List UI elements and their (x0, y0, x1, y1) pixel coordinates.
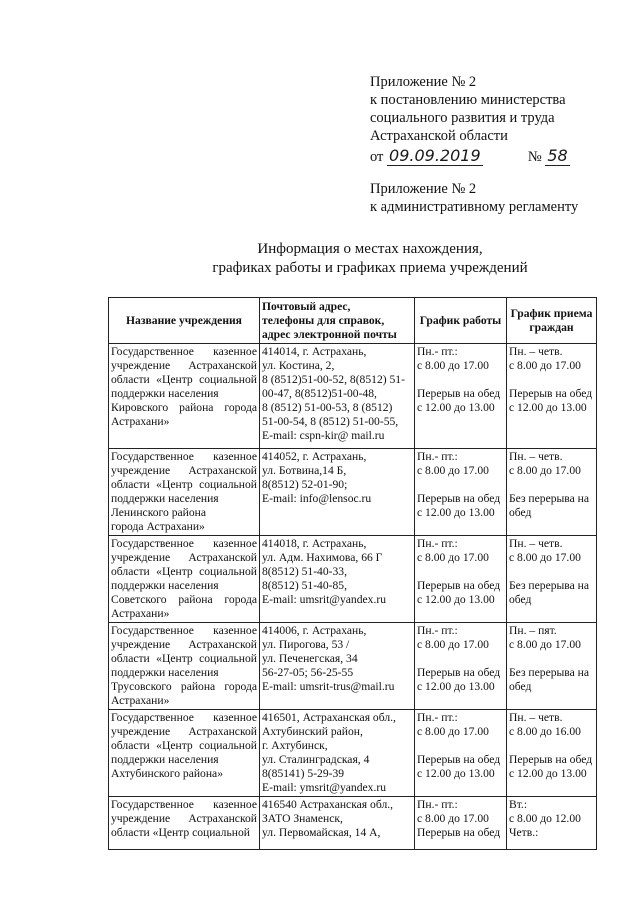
institution-name-cell-line: Государственное казенное (111, 624, 257, 637)
reception-schedule-cell-line: с 8.00 до 17.00 (509, 638, 581, 651)
work-schedule-cell-line: Пн.- пт.: (417, 711, 458, 724)
work-schedule-cell (415, 710, 507, 797)
work-schedule-cell (415, 623, 507, 710)
institution-name-cell (109, 449, 260, 536)
work-schedule-cell-line: Перерыв на обед (417, 492, 501, 505)
institution-name-cell-line: Государственное казенное (111, 711, 257, 724)
address-cell-line: 56-27-05; 56-25-55 (262, 666, 354, 679)
institution-name-cell-line: Государственное казенное (111, 537, 257, 550)
reception-schedule-cell-line: с 8.00 до 17.00 (509, 551, 581, 564)
address-cell-line: ул. Адм. Нахимова, 66 Г (262, 551, 383, 564)
institution-name-cell-line: Астрахани» (111, 607, 170, 620)
institution-name-cell-line: Астрахани» (111, 415, 170, 428)
work-schedule-cell-line: с 12.00 до 13.00 (417, 401, 495, 414)
work-schedule-cell (415, 797, 507, 850)
table-row (109, 797, 597, 850)
institution-name-cell-line: Государственное казенное (111, 450, 257, 463)
table-body (109, 344, 597, 850)
header-address (260, 298, 415, 344)
reception-schedule-cell-line: Без перерыва на (509, 579, 590, 592)
address-cell-line: 414018, г. Астрахань, (262, 537, 367, 550)
institution-name-cell-line: Государственное казенное (111, 798, 257, 811)
reception-schedule-cell-line: Перерыв на обед (509, 387, 593, 400)
institution-name-cell (109, 710, 260, 797)
work-schedule-cell (415, 449, 507, 536)
reception-schedule-cell-line: Без перерыва на (509, 666, 590, 679)
work-schedule-cell-line: Перерыв на обед (417, 753, 501, 766)
work-schedule-cell-line (417, 478, 504, 492)
header-work: График работы (415, 298, 507, 344)
address-cell-line: ул. Пирогова, 53 / (262, 638, 350, 651)
institution-name-cell-line: Государственное казенное (111, 345, 257, 358)
address-cell-line: E-mail: cspn-kir@ mail.ru (262, 429, 385, 442)
work-schedule-cell-line: с 12.00 до 13.00 (417, 767, 495, 780)
reception-schedule-cell-line: обед (509, 506, 532, 519)
institution-name-cell (109, 536, 260, 623)
institution-name-cell-line: города Астрахани» (111, 520, 205, 533)
address-cell (260, 623, 415, 710)
work-schedule-cell-line: с 8.00 до 17.00 (417, 812, 489, 825)
work-schedule-cell-line: с 8.00 до 17.00 (417, 359, 489, 372)
header-reception (507, 298, 597, 344)
work-schedule-cell-line: Пн.- пт.: (417, 624, 458, 637)
appendix-decree-line4: Астраханской области (370, 128, 508, 144)
institution-name-cell (109, 797, 260, 850)
address-cell (260, 710, 415, 797)
institution-name-cell-line: Кировского района города (111, 401, 257, 414)
address-cell (260, 536, 415, 623)
reception-schedule-cell-line: с 12.00 до 13.00 (509, 401, 587, 414)
appendix-decree-line2: к постановлению министерства (370, 92, 566, 108)
institution-name-cell-line: Ленинского района (111, 506, 206, 519)
reception-schedule-cell-line: Пн. – пят. (509, 624, 557, 637)
reception-schedule-cell-line (509, 478, 594, 492)
institution-name-cell-line: поддержки населения (111, 579, 219, 592)
address-cell-line: E-mail: info@lensoc.ru (262, 492, 372, 505)
address-cell-line: 414006, г. Астрахань, (262, 624, 367, 637)
work-schedule-cell-line: с 8.00 до 17.00 (417, 638, 489, 651)
address-cell-line: 8 (8512) 51-00-53, 8 (8512) (262, 401, 393, 414)
institution-name-cell (109, 623, 260, 710)
work-schedule-cell-line: Перерыв на обед (417, 387, 501, 400)
address-cell-line: E-mail: umsrit@yandex.ru (262, 593, 387, 606)
address-cell (260, 449, 415, 536)
work-schedule-cell-line: Перерыв на обед (417, 666, 501, 679)
reception-schedule-cell-line: Пн. – четв. (509, 450, 563, 463)
header-address-line3: адрес электронной почты (262, 327, 397, 341)
institution-name-cell-line: учреждение Астраханской (111, 638, 257, 651)
work-schedule-cell (415, 344, 507, 449)
reception-schedule-cell-line (509, 565, 594, 579)
reception-schedule-cell-line: с 8.00 до 17.00 (509, 359, 581, 372)
title-line1: Информация о местах нахождения, (257, 241, 483, 257)
institution-name-cell-line: области «Центр социальной (111, 739, 257, 752)
address-cell-line: 416540 Астраханская обл., (262, 798, 394, 811)
header-address-line1: Почтовый адрес, (262, 299, 351, 313)
work-schedule-cell-line: с 8.00 до 17.00 (417, 464, 489, 477)
table-row (109, 710, 597, 797)
reception-schedule-cell-line: Вт.: (509, 798, 528, 811)
institution-name-cell-line: учреждение Астраханской (111, 725, 257, 738)
address-cell (260, 797, 415, 850)
address-cell-line: 416501, Астраханская обл., (262, 711, 396, 724)
work-schedule-cell (415, 536, 507, 623)
institution-name-cell-line: области «Центр социальной (111, 373, 257, 386)
work-schedule-cell-line: Перерыв на обед (417, 826, 501, 839)
institution-name-cell-line: поддержки населения (111, 753, 219, 766)
work-schedule-cell-line: Пн.- пт.: (417, 345, 458, 358)
address-cell-line: ул. Печенегская, 34 (262, 652, 358, 665)
institution-name-cell-line: Трусовского района города (111, 680, 257, 693)
address-cell-line: ул. Ботвина,14 Б, (262, 464, 347, 477)
header-reception-line2: граждан (529, 320, 574, 334)
institution-name-cell-line: Советского района города (111, 593, 257, 606)
reception-schedule-cell-line: Перерыв на обед (509, 753, 593, 766)
address-cell-line: 414052, г. Астрахань, (262, 450, 367, 463)
institution-name-cell-line: поддержки населения (111, 666, 219, 679)
reception-schedule-cell-line: Пн. – четв. (509, 537, 563, 550)
institution-name-cell-line: учреждение Астраханской (111, 359, 257, 372)
institution-name-cell-line: учреждение Астраханской (111, 812, 257, 825)
institutions-table (108, 297, 597, 850)
appendix-regulation-line2: к административному регламенту (370, 199, 579, 215)
reception-schedule-cell-line: с 8.00 до 16.00 (509, 725, 581, 738)
header-reception-line1: График приема (510, 306, 593, 320)
appendix-regulation-line1: Приложение № 2 (370, 181, 477, 197)
address-cell-line: 8(8512) 51-40-85, (262, 579, 348, 592)
work-schedule-cell-line: с 12.00 до 13.00 (417, 593, 495, 606)
work-schedule-cell-line: Пн.- пт.: (417, 537, 458, 550)
work-schedule-cell-line: Перерыв на обед (417, 579, 501, 592)
reception-schedule-cell-line: обед (509, 593, 532, 606)
address-cell-line: ул. Сталинградская, 4 (262, 753, 370, 766)
reception-schedule-cell-line (509, 739, 594, 753)
address-cell-line: ул. Костина, 2, (262, 359, 335, 372)
appendix-decree-line1: Приложение № 2 (370, 74, 477, 90)
reception-schedule-cell-line: с 12.00 до 13.00 (509, 767, 587, 780)
institution-name-cell-line: области «Центр социальной (111, 826, 250, 839)
reception-schedule-cell-line: Пн. – четв. (509, 345, 563, 358)
work-schedule-cell-line: с 8.00 до 17.00 (417, 551, 489, 564)
institution-name-cell-line: Ахтубинского района» (111, 767, 223, 780)
work-schedule-cell-line: Пн.- пт.: (417, 798, 458, 811)
work-schedule-cell-line: с 12.00 до 13.00 (417, 680, 495, 693)
appendix-regulation-block (370, 180, 632, 216)
work-schedule-cell-line: с 12.00 до 13.00 (417, 506, 495, 519)
institution-name-cell-line: учреждение Астраханской (111, 551, 257, 564)
table-row (109, 536, 597, 623)
work-schedule-cell-line (417, 565, 504, 579)
handwritten-date: 09.09.2019 (389, 146, 481, 165)
appendix-decree-block (370, 73, 632, 216)
reception-schedule-cell-line (509, 373, 594, 387)
work-schedule-cell-line: с 8.00 до 17.00 (417, 725, 489, 738)
institution-name-cell-line: поддержки населения (111, 387, 219, 400)
work-schedule-cell-line: Пн.- пт.: (417, 450, 458, 463)
address-cell-line: г. Ахтубинск, (262, 739, 328, 752)
document-title (180, 240, 560, 278)
reception-schedule-cell-line: обед (509, 680, 532, 693)
address-cell-line: 414014, г. Астрахань, (262, 345, 367, 358)
institution-name-cell-line: учреждение Астраханской (111, 464, 257, 477)
work-schedule-cell-line (417, 739, 504, 753)
appendix-decree-line3: социального развития и труда (370, 110, 555, 126)
table-row (109, 344, 597, 449)
header-address-line2: телефоны для справок, (262, 313, 385, 327)
reception-schedule-cell-line: Пн. – четв. (509, 711, 563, 724)
institution-name-cell-line: поддержки населения (111, 492, 219, 505)
table-header-row (109, 298, 597, 344)
address-cell-line: 8(8512) 51-40-33, (262, 565, 348, 578)
work-schedule-cell-line (417, 373, 504, 387)
decree-date-number-row (370, 147, 632, 166)
address-cell-line: 00-47, 8(8512)51-00-48, (262, 387, 377, 400)
reception-schedule-cell-line: с 8.00 до 17.00 (509, 464, 581, 477)
from-label: от (370, 149, 384, 165)
reception-schedule-cell-line: с 8.00 до 12.00 (509, 812, 581, 825)
institution-name-cell-line: области «Центр социальной (111, 652, 257, 665)
address-cell-line: E-mail: ymsrit@yandex.ru (262, 781, 387, 794)
address-cell (260, 344, 415, 449)
table-row (109, 449, 597, 536)
number-label: № (527, 149, 542, 165)
reception-schedule-cell-line: Четв.: (509, 826, 539, 839)
address-cell-line: 8(85141) 5-29-39 (262, 767, 345, 780)
reception-schedule-cell (507, 536, 597, 623)
address-cell-line: 51-00-54, 8 (8512) 51-00-55, (262, 415, 399, 428)
address-cell-line: Ахтубинский район, (262, 725, 363, 738)
reception-schedule-cell (507, 623, 597, 710)
address-cell-line: 8(8512) 52-01-90; (262, 478, 348, 491)
reception-schedule-cell (507, 710, 597, 797)
institution-name-cell-line: области «Центр социальной (111, 565, 257, 578)
handwritten-number: 58 (547, 146, 568, 165)
work-schedule-cell-line (417, 652, 504, 666)
title-line2: графиках работы и графиках приема учреждений (212, 260, 528, 276)
institution-name-cell-line: области «Центр социальной (111, 478, 257, 491)
reception-schedule-cell (507, 449, 597, 536)
institution-name-cell-line: Астрахани» (111, 694, 170, 707)
reception-schedule-cell (507, 797, 597, 850)
address-cell-line: ЗАТО Знаменск, (262, 812, 343, 825)
reception-schedule-cell (507, 344, 597, 449)
institution-name-cell (109, 344, 260, 449)
address-cell-line: 8 (8512)51-00-52, 8(8512) 51- (262, 373, 405, 386)
address-cell-line: E-mail: umsrit-trus@mail.ru (262, 680, 395, 693)
table-row (109, 623, 597, 710)
address-cell-line: ул. Первомайская, 14 А, (262, 826, 381, 839)
reception-schedule-cell-line (509, 652, 594, 666)
reception-schedule-cell-line: Без перерыва на (509, 492, 590, 505)
header-name: Название учреждения (109, 298, 260, 344)
